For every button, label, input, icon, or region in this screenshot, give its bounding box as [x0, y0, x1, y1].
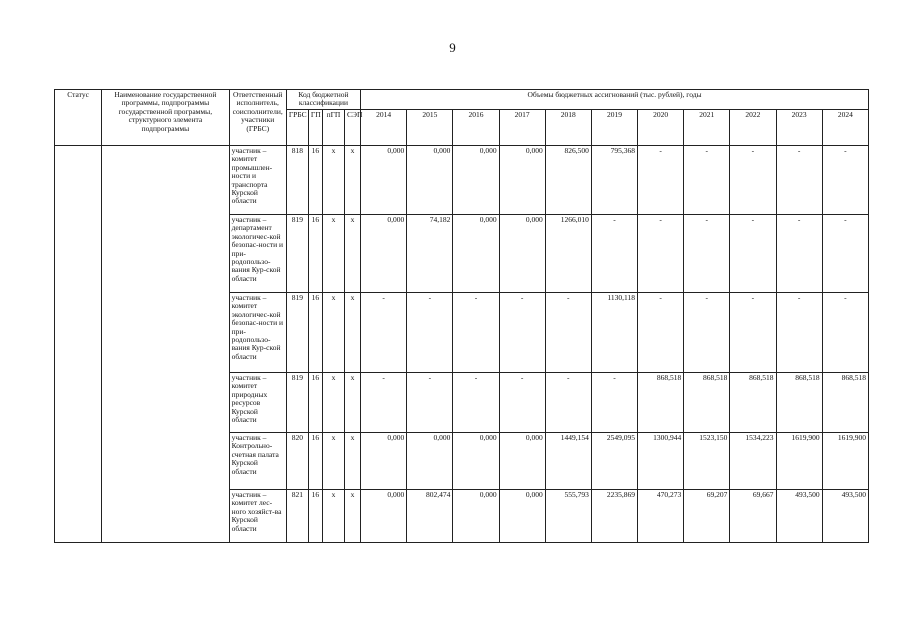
pgp-cell: x — [322, 490, 344, 543]
executor-cell: участник – комитет природных ресурсов Курской области — [229, 373, 286, 433]
value-cell: 826,500 — [545, 146, 591, 215]
value-cell: 0,000 — [499, 146, 545, 215]
header-volumes: Объемы бюджетных ассигнований (тыс. рублей), годы — [361, 90, 869, 110]
value-cell: - — [822, 215, 868, 293]
value-cell: 0,000 — [453, 215, 499, 293]
value-cell: 69,207 — [684, 490, 730, 543]
value-cell: - — [499, 293, 545, 373]
grbs-cell: 820 — [286, 433, 308, 490]
value-cell: 493,500 — [822, 490, 868, 543]
value-cell: 0,000 — [361, 490, 407, 543]
pgp-cell: x — [322, 433, 344, 490]
value-cell: 868,518 — [684, 373, 730, 433]
value-cell: - — [453, 373, 499, 433]
value-cell: 2549,095 — [591, 433, 637, 490]
grbs-cell: 821 — [286, 490, 308, 543]
sep-cell: x — [345, 293, 361, 373]
value-cell: 2235,869 — [591, 490, 637, 543]
value-cell: 1130,118 — [591, 293, 637, 373]
header-year: 2015 — [407, 110, 453, 146]
sep-cell: x — [345, 490, 361, 543]
value-cell: - — [361, 293, 407, 373]
value-cell: - — [591, 373, 637, 433]
value-cell: - — [591, 215, 637, 293]
gp-cell: 16 — [308, 293, 322, 373]
grbs-cell: 818 — [286, 146, 308, 215]
value-cell: 0,000 — [407, 433, 453, 490]
header-year: 2020 — [638, 110, 684, 146]
header-year: 2019 — [591, 110, 637, 146]
header-code-sep: СЭП — [345, 110, 361, 146]
value-cell: - — [776, 293, 822, 373]
sep-cell: x — [345, 146, 361, 215]
value-cell: 868,518 — [776, 373, 822, 433]
value-cell: 1619,900 — [776, 433, 822, 490]
pgp-cell: x — [322, 215, 344, 293]
value-cell: 0,000 — [361, 215, 407, 293]
value-cell: - — [545, 373, 591, 433]
program-name-cell — [102, 146, 229, 543]
value-cell: - — [407, 293, 453, 373]
value-cell: 1300,944 — [638, 433, 684, 490]
value-cell: - — [776, 215, 822, 293]
value-cell: 74,182 — [407, 215, 453, 293]
value-cell: - — [638, 146, 684, 215]
header-year: 2016 — [453, 110, 499, 146]
gp-cell: 16 — [308, 490, 322, 543]
header-code-grbs: ГРБС — [286, 110, 308, 146]
header-year: 2023 — [776, 110, 822, 146]
gp-cell: 16 — [308, 373, 322, 433]
header-year: 2018 — [545, 110, 591, 146]
value-cell: 69,667 — [730, 490, 776, 543]
pgp-cell: x — [322, 373, 344, 433]
pgp-cell: x — [322, 146, 344, 215]
gp-cell: 16 — [308, 146, 322, 215]
executor-cell: участник – комитет промышлен-ности и транспорта Курской области — [229, 146, 286, 215]
grbs-cell: 819 — [286, 215, 308, 293]
value-cell: 1534,223 — [730, 433, 776, 490]
value-cell: 555,793 — [545, 490, 591, 543]
sep-cell: x — [345, 433, 361, 490]
sep-cell: x — [345, 373, 361, 433]
value-cell: 0,000 — [453, 146, 499, 215]
value-cell: 0,000 — [499, 490, 545, 543]
value-cell: - — [822, 146, 868, 215]
value-cell: - — [545, 293, 591, 373]
value-cell: 493,500 — [776, 490, 822, 543]
status-cell — [55, 146, 102, 543]
executor-cell: участник – департамент экологичес-кой безопас-ности и при-родопользо-вания Кур-ской области — [229, 215, 286, 293]
header-code-gp: ГП — [308, 110, 322, 146]
value-cell: - — [730, 293, 776, 373]
value-cell: - — [684, 146, 730, 215]
executor-cell: участник – комитет лес-ного хозяйст-ва Курской области — [229, 490, 286, 543]
value-cell: - — [453, 293, 499, 373]
value-cell: - — [684, 293, 730, 373]
header-year: 2022 — [730, 110, 776, 146]
value-cell: 470,273 — [638, 490, 684, 543]
executor-cell: участник – Контрольно-счетная палата Курской области — [229, 433, 286, 490]
value-cell: 868,518 — [822, 373, 868, 433]
gp-cell: 16 — [308, 433, 322, 490]
value-cell: - — [361, 373, 407, 433]
value-cell: 0,000 — [499, 433, 545, 490]
value-cell: 795,368 — [591, 146, 637, 215]
page-number: 9 — [449, 40, 456, 55]
value-cell: 1266,010 — [545, 215, 591, 293]
header-budget-code: Код бюджетной классификации — [286, 90, 360, 110]
value-cell: - — [499, 373, 545, 433]
value-cell: 0,000 — [453, 490, 499, 543]
value-cell: 0,000 — [499, 215, 545, 293]
header-status: Статус — [55, 90, 102, 146]
value-cell: - — [730, 215, 776, 293]
header-name: Наименование государственной программы, подпрограммы государственной программы, структурного элемента подпрограммы — [102, 90, 229, 146]
header-year: 2024 — [822, 110, 868, 146]
value-cell: 0,000 — [361, 146, 407, 215]
value-cell: - — [822, 293, 868, 373]
sep-cell: x — [345, 215, 361, 293]
value-cell: - — [638, 293, 684, 373]
budget-allocation-table — [54, 89, 869, 543]
value-cell: 868,518 — [638, 373, 684, 433]
value-cell: 1619,900 — [822, 433, 868, 490]
header-executor: Ответственный исполнитель, соисполнители, участники (ГРБС) — [229, 90, 286, 146]
value-cell: - — [776, 146, 822, 215]
value-cell: 0,000 — [361, 433, 407, 490]
value-cell: - — [684, 215, 730, 293]
value-cell: 868,518 — [730, 373, 776, 433]
header-year: 2021 — [684, 110, 730, 146]
value-cell: - — [638, 215, 684, 293]
pgp-cell: x — [322, 293, 344, 373]
value-cell: 0,000 — [453, 433, 499, 490]
value-cell: - — [730, 146, 776, 215]
header-code-pgp: пГП — [322, 110, 344, 146]
table-row — [55, 146, 869, 215]
gp-cell: 16 — [308, 215, 322, 293]
header-year: 2014 — [361, 110, 407, 146]
executor-cell: участник – комитет экологичес-кой безопас-ности и при-родопользо-вания Кур-ской области — [229, 293, 286, 373]
value-cell: 1449,154 — [545, 433, 591, 490]
value-cell: - — [407, 373, 453, 433]
value-cell: 0,000 — [407, 146, 453, 215]
grbs-cell: 819 — [286, 373, 308, 433]
header-year: 2017 — [499, 110, 545, 146]
value-cell: 802,474 — [407, 490, 453, 543]
grbs-cell: 819 — [286, 293, 308, 373]
value-cell: 1523,150 — [684, 433, 730, 490]
